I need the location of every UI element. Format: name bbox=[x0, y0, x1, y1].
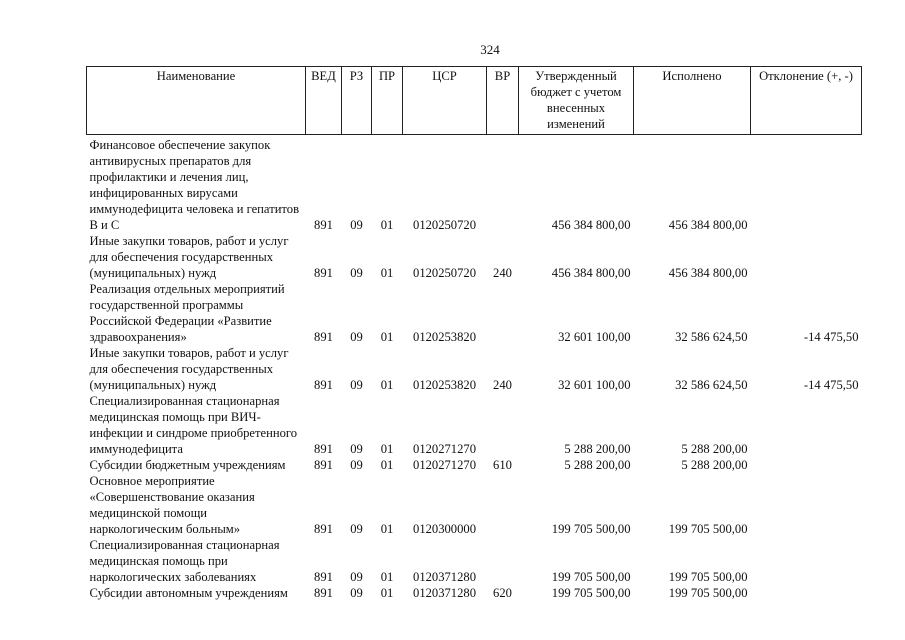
cell-deviation: -14 475,50 bbox=[803, 330, 859, 344]
cell-ved: 891 bbox=[314, 266, 333, 280]
cell-name: Специализированная стационарная медицинская помощь при наркологических заболеваниях bbox=[89, 538, 280, 584]
cell-csr: 0120253820 bbox=[413, 378, 476, 392]
cell-executed: 199 705 500,00 bbox=[668, 570, 748, 584]
cell-rz: 09 bbox=[350, 330, 363, 344]
header-executed: Исполнено bbox=[634, 67, 751, 135]
header-rz: РЗ bbox=[342, 67, 372, 135]
cell-executed: 199 705 500,00 bbox=[668, 522, 748, 536]
cell-pr: 01 bbox=[380, 570, 394, 584]
cell-csr: 0120300000 bbox=[413, 522, 476, 536]
cell-csr: 0120371280 bbox=[413, 586, 476, 600]
cell-budget: 32 601 100,00 bbox=[558, 330, 631, 344]
table-header-row bbox=[87, 67, 862, 135]
cell-deviation bbox=[751, 393, 862, 457]
cell-name: Субсидии бюджетным учреждениям bbox=[89, 458, 286, 472]
table-row bbox=[87, 457, 862, 473]
cell-name: Финансовое обеспечение закупок антивирусных препаратов для профилактики и лечения лиц, инфицированных вирусами иммунодефицита человека и гепатитов В и С bbox=[89, 138, 300, 232]
cell-rz: 09 bbox=[350, 458, 363, 472]
cell-budget: 5 288 200,00 bbox=[564, 458, 631, 472]
header-pr: ПР bbox=[372, 67, 403, 135]
cell-pr: 01 bbox=[380, 266, 394, 280]
cell-pr: 01 bbox=[380, 218, 394, 232]
cell-ved: 891 bbox=[314, 330, 333, 344]
table-row bbox=[87, 281, 862, 345]
cell-ved: 891 bbox=[314, 378, 333, 392]
table-row bbox=[87, 137, 862, 233]
header-name: Наименование bbox=[87, 67, 306, 135]
cell-rz: 09 bbox=[350, 442, 363, 456]
cell-name: Иные закупки товаров, работ и услуг для обеспечения государственных (муниципальных) нужд bbox=[89, 234, 289, 280]
cell-executed: 199 705 500,00 bbox=[668, 586, 748, 600]
table-row bbox=[87, 537, 862, 585]
cell-budget: 456 384 800,00 bbox=[551, 218, 631, 232]
header-vr: ВР bbox=[487, 67, 519, 135]
table-row bbox=[87, 393, 862, 457]
cell-vr bbox=[487, 537, 519, 585]
cell-executed: 456 384 800,00 bbox=[668, 266, 748, 280]
header-budget: Утвержденный бюджет с учетом внесенных изменений bbox=[519, 67, 634, 135]
cell-csr: 0120253820 bbox=[413, 330, 476, 344]
cell-executed: 5 288 200,00 bbox=[681, 442, 748, 456]
cell-ved: 891 bbox=[314, 442, 333, 456]
cell-rz: 09 bbox=[350, 218, 363, 232]
cell-vr bbox=[487, 473, 519, 537]
cell-deviation bbox=[751, 233, 862, 281]
cell-ved: 891 bbox=[314, 586, 333, 600]
cell-rz: 09 bbox=[350, 266, 363, 280]
cell-deviation bbox=[751, 537, 862, 585]
table-row bbox=[87, 345, 862, 393]
budget-table bbox=[86, 66, 862, 601]
cell-budget: 199 705 500,00 bbox=[551, 586, 631, 600]
cell-deviation bbox=[751, 457, 862, 473]
page-number: 324 bbox=[480, 42, 500, 57]
cell-ved: 891 bbox=[314, 218, 333, 232]
table-body bbox=[87, 137, 862, 601]
cell-executed: 5 288 200,00 bbox=[681, 458, 748, 472]
cell-vr bbox=[487, 281, 519, 345]
header-csr: ЦСР bbox=[403, 67, 487, 135]
cell-rz: 09 bbox=[350, 586, 363, 600]
cell-name: Иные закупки товаров, работ и услуг для обеспечения государственных (муниципальных) нужд bbox=[89, 346, 289, 392]
cell-ved: 891 bbox=[314, 458, 333, 472]
cell-executed: 32 586 624,50 bbox=[675, 330, 748, 344]
cell-ved: 891 bbox=[314, 570, 333, 584]
cell-budget: 199 705 500,00 bbox=[551, 570, 631, 584]
cell-csr: 0120371280 bbox=[413, 570, 476, 584]
cell-vr: 620 bbox=[493, 586, 512, 600]
cell-pr: 01 bbox=[380, 458, 394, 472]
cell-ved: 891 bbox=[314, 522, 333, 536]
cell-vr bbox=[487, 137, 519, 233]
cell-executed: 456 384 800,00 bbox=[668, 218, 748, 232]
cell-pr: 01 bbox=[380, 378, 394, 392]
cell-rz: 09 bbox=[350, 570, 363, 584]
cell-deviation: -14 475,50 bbox=[803, 378, 859, 392]
cell-budget: 199 705 500,00 bbox=[551, 522, 631, 536]
cell-deviation bbox=[751, 137, 862, 233]
cell-name: Реализация отдельных мероприятий государственной программы Российской Федерации «Развитие здравоохранения» bbox=[89, 282, 285, 344]
cell-csr: 0120250720 bbox=[413, 266, 476, 280]
cell-budget: 456 384 800,00 bbox=[551, 266, 631, 280]
cell-deviation bbox=[751, 585, 862, 601]
cell-csr: 0120271270 bbox=[413, 458, 476, 472]
cell-pr: 01 bbox=[380, 522, 394, 536]
cell-vr bbox=[487, 393, 519, 457]
cell-name: Субсидии автономным учреждениям bbox=[89, 586, 288, 600]
cell-budget: 32 601 100,00 bbox=[558, 378, 631, 392]
cell-vr: 240 bbox=[493, 266, 512, 280]
cell-vr: 610 bbox=[493, 458, 512, 472]
cell-csr: 0120250720 bbox=[413, 218, 476, 232]
cell-executed: 32 586 624,50 bbox=[675, 378, 748, 392]
cell-pr: 01 bbox=[380, 330, 394, 344]
cell-csr: 0120271270 bbox=[413, 442, 476, 456]
table-row bbox=[87, 585, 862, 601]
cell-rz: 09 bbox=[350, 522, 363, 536]
cell-name: Специализированная стационарная медицинская помощь при ВИЧ-инфекции и синдроме приобретенного иммунодефицита bbox=[89, 394, 298, 456]
cell-pr: 01 bbox=[380, 442, 394, 456]
cell-budget: 5 288 200,00 bbox=[564, 442, 631, 456]
cell-deviation bbox=[751, 473, 862, 537]
table-row bbox=[87, 233, 862, 281]
header-ved: ВЕД bbox=[306, 67, 342, 135]
cell-pr: 01 bbox=[380, 586, 394, 600]
header-deviation: Отклонение (+, -) bbox=[751, 67, 862, 135]
cell-rz: 09 bbox=[350, 378, 363, 392]
cell-name: Основное мероприятие «Совершенствование оказания медицинской помощи наркологическим больным» bbox=[89, 474, 255, 536]
table-row bbox=[87, 473, 862, 537]
cell-vr: 240 bbox=[493, 378, 512, 392]
